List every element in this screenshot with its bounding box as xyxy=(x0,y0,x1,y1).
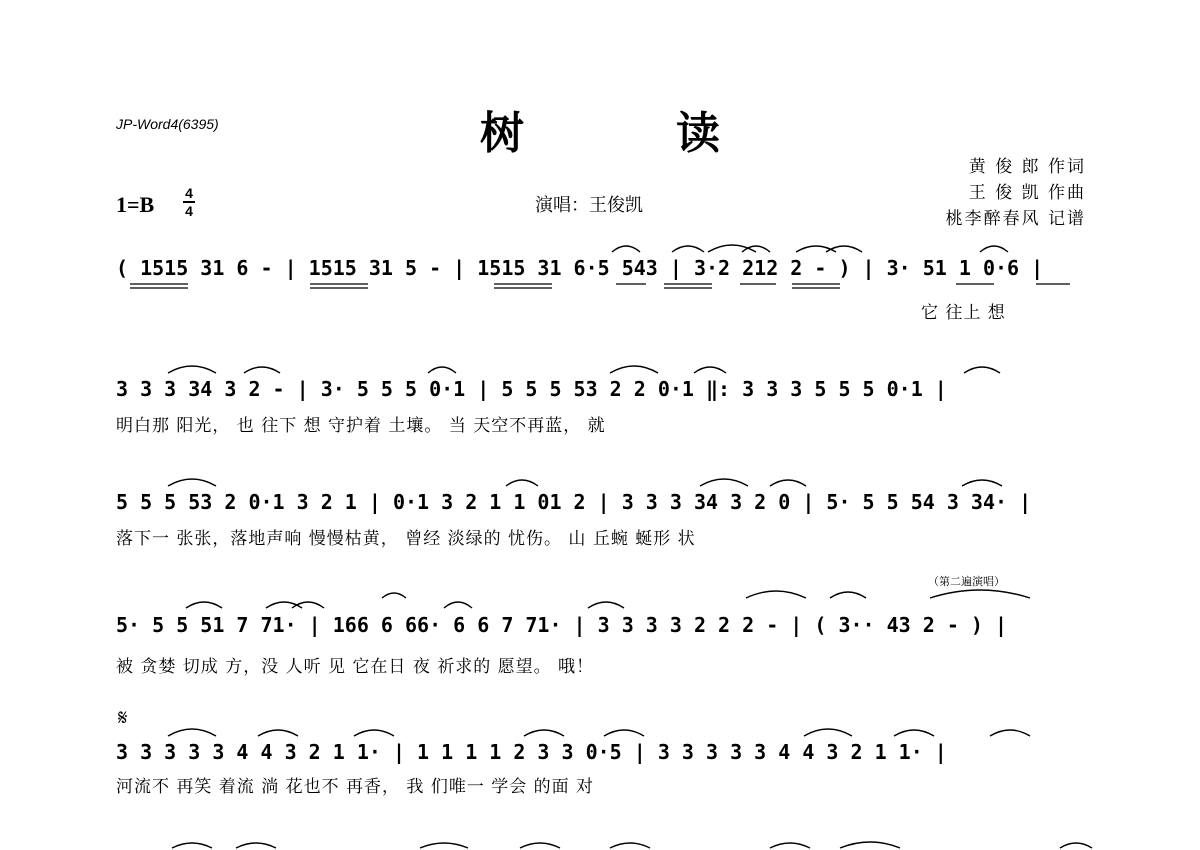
slur xyxy=(980,246,1008,252)
slur xyxy=(826,246,862,252)
slur xyxy=(708,245,756,252)
slur xyxy=(770,480,806,486)
slur xyxy=(1060,843,1092,848)
key-signature: 1=B xyxy=(116,192,155,217)
slur xyxy=(990,730,1030,736)
slur xyxy=(604,730,644,736)
lyricist-credit: 黄 俊 郎 作词 xyxy=(968,157,1086,177)
notation-line-1: ( 1515 31 6 - | 1515 31 5 - | 1515 31 6·5 543 | 3·2 212 2 - ) | 3· 51 1 0·6 | xyxy=(116,256,1044,280)
slur xyxy=(506,480,538,486)
song-title-char-2: 读 xyxy=(676,108,720,159)
slur xyxy=(292,602,324,608)
slur xyxy=(694,367,726,373)
slur xyxy=(804,729,852,736)
slur xyxy=(612,246,640,252)
song-title-char-1: 树 xyxy=(480,108,524,159)
transcriber-credit: 桃李醉春风 记谱 xyxy=(945,209,1086,229)
slur xyxy=(700,479,748,486)
time-signature-top: 4 xyxy=(185,185,193,201)
lyric-line-1: 它 往上 想 xyxy=(921,303,1006,323)
slur xyxy=(962,480,1002,486)
second-time-note: （第二遍演唱） xyxy=(928,575,1005,588)
slur xyxy=(930,590,1030,598)
slur xyxy=(168,479,216,486)
slur xyxy=(168,366,216,373)
watermark: JP-Word4(6395) xyxy=(116,116,219,132)
notation-line-4: 5· 5 5 51 7 71· | 166 6 66· 6 6 7 71· | 3 3 3 3 2 2 2 - | ( 3·· 43 2 - ) | xyxy=(116,613,1008,637)
notation-line-2: 3 3 3 34 3 2 - | 3· 5 5 5 0·1 | 5 5 5 53 2 2 0·1 ‖: 3 3 3 5 5 5 0·1 | xyxy=(116,377,947,401)
lyric-line-3: 落下一 张张，落地声响 慢慢枯黄， 曾经 淡绿的 忧伤。 山 丘蜿 蜒形 状 xyxy=(116,529,696,549)
singer-credit: 演唱：王俊凯 xyxy=(535,195,643,216)
slur xyxy=(964,367,1000,373)
slur xyxy=(168,729,216,736)
slur xyxy=(770,843,810,848)
slur xyxy=(894,730,934,736)
slur xyxy=(830,592,866,598)
slur xyxy=(236,843,276,848)
lyric-line-5: 河流不 再笑 着流 淌 花也不 再香， 我 们唯一 学会 的面 对 xyxy=(116,777,595,797)
composer-credit: 王 俊 凯 作曲 xyxy=(968,183,1086,203)
slur xyxy=(588,602,624,608)
slur xyxy=(672,246,704,252)
slur xyxy=(382,593,406,598)
notation-line-5: 3 3 3 3 3 4 4 3 2 1 1· | 1 1 1 1 2 3 3 0·5 | 3 3 3 3 3 4 4 3 2 1 1· | xyxy=(116,740,947,764)
slur xyxy=(520,843,560,848)
slur xyxy=(186,602,222,608)
slur xyxy=(444,602,472,608)
time-signature-bottom: 4 xyxy=(185,203,193,219)
slur xyxy=(524,730,564,736)
slur xyxy=(172,843,212,848)
slur xyxy=(258,730,298,736)
slur xyxy=(610,366,658,373)
slur xyxy=(840,842,900,848)
slur xyxy=(428,367,456,373)
slur xyxy=(746,591,806,598)
slur xyxy=(244,367,280,373)
lyric-line-4: 被 贪婪 切成 方，没 人听 见 它在日 夜 祈求的 愿望。 哦！ xyxy=(116,657,595,677)
notation-line-3: 5 5 5 53 2 0·1 3 2 1 | 0·1 3 2 1 1 01 2 | 3 3 3 34 3 2 0 | 5· 5 5 54 3 34· | xyxy=(116,490,1032,514)
slur xyxy=(266,602,302,608)
time-signature xyxy=(183,186,195,218)
slur xyxy=(354,730,394,736)
slur xyxy=(742,246,770,252)
lyric-line-2: 明白那 阳光， 也 往下 想 守护着 土壤。 当 天空不再蓝， 就 xyxy=(116,416,606,436)
slur xyxy=(796,246,836,252)
segno-icon: 𝄋 xyxy=(118,706,128,731)
slur xyxy=(420,843,468,848)
slur xyxy=(610,843,650,848)
